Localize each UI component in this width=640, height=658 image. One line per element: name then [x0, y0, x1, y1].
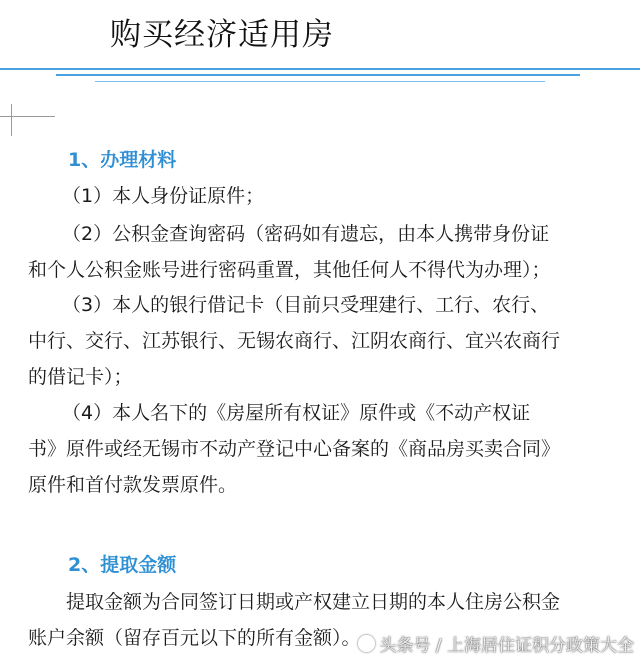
watermark [358, 631, 634, 656]
title-divider-top [0, 68, 640, 70]
materials-item-2: （2）公积金查询密码（密码如有遗忘，由本人携带身份证 和个人公积金账号进行密码重置，其他任何人不得代为办理）； [28, 223, 551, 281]
watermark-text: 头条号 / 上海居住证积分政策大全 [379, 636, 634, 656]
section-heading-materials: 1、办理材料 [68, 149, 177, 171]
text-cursor-crosshair-horizontal [0, 116, 55, 117]
text-cursor-crosshair-vertical [11, 104, 12, 136]
materials-item-3: （3）本人的银行借记卡（目前只受理建行、工行、农行、 中行、交行、江苏银行、无锡农商行、江阴农商行、宜兴农商行 的借记卡）； [28, 294, 561, 388]
title-divider-bottom [95, 81, 545, 82]
materials-item-4: （4）本人名下的《房屋所有权证》原件或《不动产权证 书》原件或经无锡市不动产登记中心备案的《商品房买卖合同》 原件和首付款发票原件。 [28, 402, 561, 496]
page-title: 购买经济适用房 [110, 17, 334, 53]
section-heading-amount: 2、提取金额 [68, 554, 177, 576]
amount-body-text: 提取金额为合同签订日期或产权建立日期的本人住房公积金 账户余额（留存百元以下的所有金额）。 [28, 591, 561, 649]
watermark-logo-icon [358, 635, 375, 652]
materials-item-1: （1）本人身份证原件； [62, 185, 265, 207]
title-divider-middle [56, 74, 580, 76]
